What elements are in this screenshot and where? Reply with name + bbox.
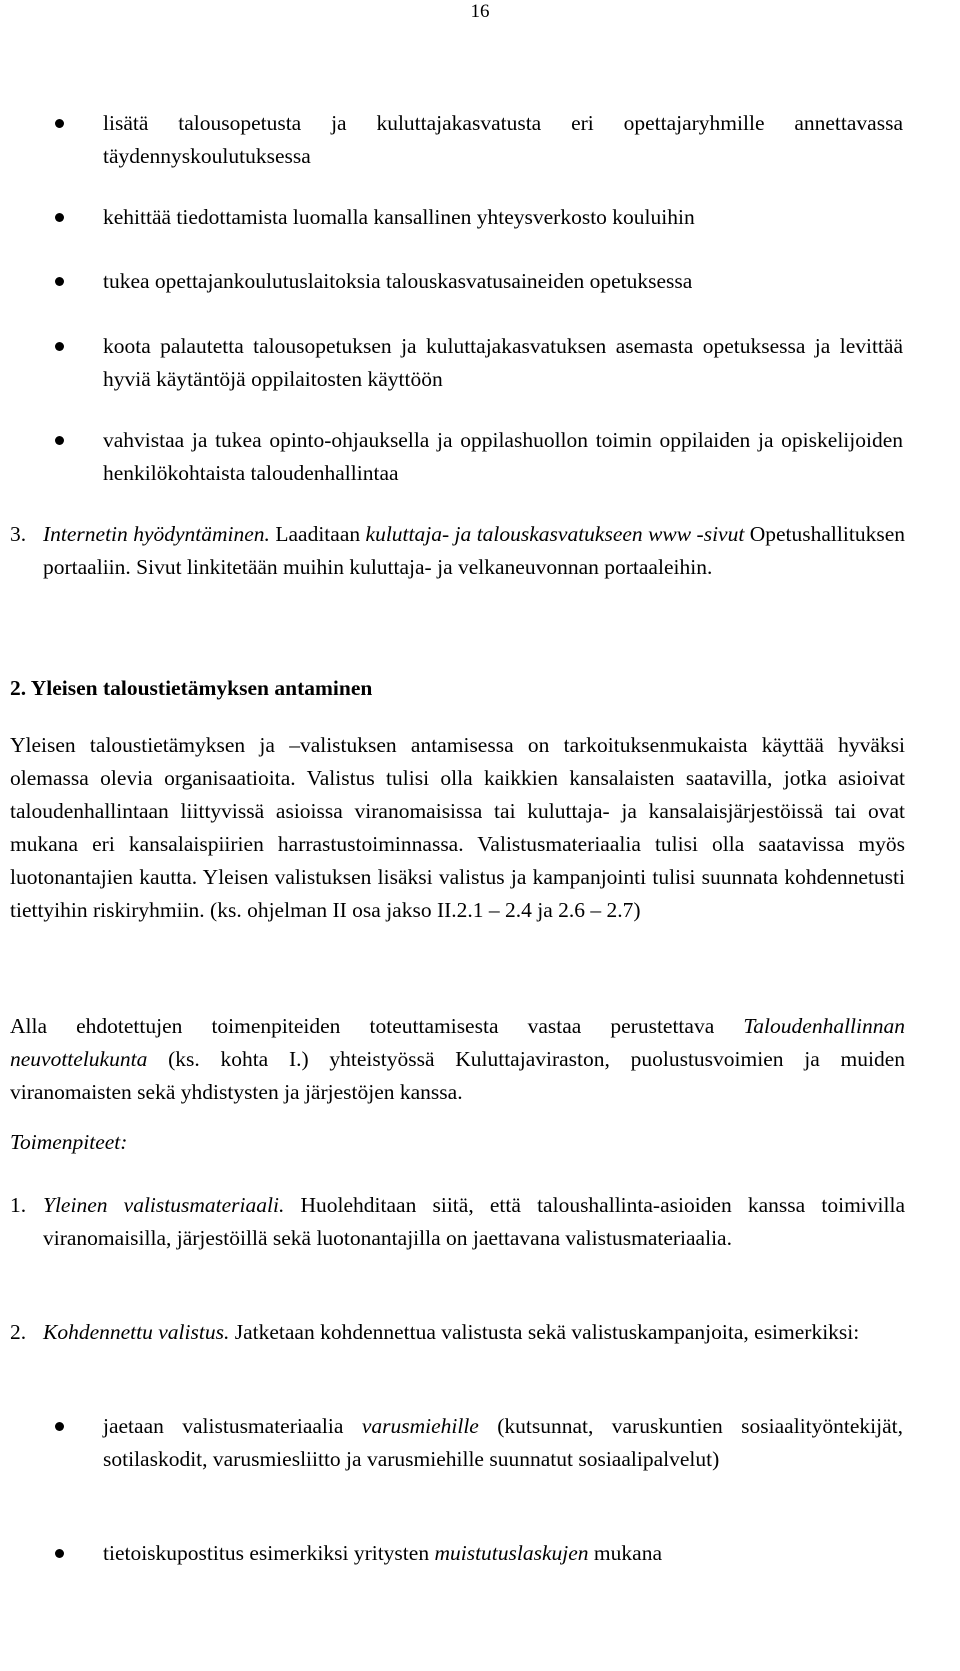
bullet-icon (55, 119, 64, 128)
item-text-part: Opetushallituksen portaaliin. Sivut linkitetään muihin kuluttaja- ja velkaneuvonnan portaaleihin. (43, 522, 905, 579)
list-item-text-part: mukana (588, 1541, 662, 1565)
list-item (55, 424, 905, 490)
item-number: 2. (10, 1320, 27, 1344)
item-text-part: Laaditaan (269, 522, 366, 546)
item-title: Internetin hyödyntäminen. (43, 522, 270, 546)
list-item-text: lisätä talousopetusta ja kuluttajakasvatusta eri opettajaryhmille annettavassa täydennyskoulutuksessa (103, 111, 903, 168)
list-item-text: vahvistaa ja tukea opinto-ohjauksella ja oppilashuollon toimin oppilaiden ja opiskelijoiden henkilökohtaista taloudenhallintaa (103, 428, 903, 485)
list-item-text-part: tietoiskupostitus esimerkiksi yritysten (103, 1541, 435, 1565)
paragraph-text: (ks. kohta I.) yhteistyössä Kuluttajaviraston, puolustusvoimien ja muiden viranomaisten sekä yhdistysten ja järjestöjen kanssa. (10, 1047, 905, 1104)
list-item (55, 107, 905, 173)
list-item-emphasis: muistutuslaskujen (434, 1541, 589, 1565)
numbered-item (10, 1316, 905, 1382)
subheading (10, 1126, 905, 1159)
paragraph-text: Alla ehdotettujen toimenpiteiden toteuttamisesta vastaa perustettava (10, 1014, 744, 1038)
section-heading: 2. Yleisen taloustietämyksen antaminen (10, 676, 373, 700)
list-item (55, 1537, 905, 1570)
bullet-icon (55, 1549, 64, 1558)
list-item-text: koota palautetta talousopetuksen ja kuluttajakasvatuksen asemasta opetuksessa ja levittää hyviä käytäntöjä oppilaitosten käyttöön (103, 334, 903, 391)
item-text-part: Jatketaan kohdennettua valistusta sekä valistuskampanjoita, esimerkiksi: (229, 1320, 860, 1344)
item-number: 1. (10, 1193, 27, 1217)
paragraph-emphasis: Taloudenhallinnan neuvottelukunta (10, 1014, 905, 1071)
item-text (43, 518, 905, 584)
item-emphasis: kuluttaja- ja talouskasvatukseen www -sivut (365, 522, 745, 546)
numbered-item (10, 518, 905, 617)
list-item-text (103, 1410, 903, 1476)
bullet-icon (55, 277, 64, 286)
list-item-emphasis: varusmiehille (361, 1414, 479, 1438)
page-number: 16 (470, 1, 490, 22)
list-item-text: kehittää tiedottamista luomalla kansallinen yhteysverkosto kouluihin (103, 205, 695, 229)
list-item (55, 330, 905, 396)
item-text-part: Huolehditaan siitä, että taloushallinta-asioiden kanssa toimivilla viranomaisilla, järjestöillä sekä luotonantajilla on jaettavana valistusmateriaalia. (43, 1193, 905, 1250)
item-text (43, 1316, 905, 1349)
list-item-text (103, 1537, 903, 1570)
paragraph (10, 1010, 905, 1109)
item-title: Kohdennettu valistus. (43, 1320, 230, 1344)
bullet-icon (55, 436, 64, 445)
list-item-text-part: jaetaan valistusmateriaalia (103, 1414, 362, 1438)
list-item-text-part: (kutsunnat, varuskuntien sosiaalityöntekijät, sotilaskodit, varusmiesliitto ja varusmiehille suunnatut sosiaalipalvelut) (103, 1414, 903, 1471)
list-item-text: tukea opettajankoulutuslaitoksia talouskasvatusaineiden opetuksessa (103, 269, 693, 293)
bullet-icon (55, 342, 64, 351)
numbered-item (10, 1189, 905, 1288)
list-item (55, 201, 905, 234)
paragraph: Yleisen taloustietämyksen ja –valistuksen antamisessa on tarkoituksenmukaista käyttää hyväksi olemassa olevia organisaatioita. Valistus tulisi olla kaikkien kansalaisten saatavilla, jotka asioivat taloudenhallintaan liittyvissä asioissa viranomaisissa tai kuluttaja- ja kansalaisjärjestöissä tai ovat mukana eri kansalaispiirien harrastustoiminnassa. Valistusmateriaalia tulisi olla saatavissa myös luotonantajien kautta. Yleisen valistuksen lisäksi valistus ja kampanjointi tulisi suunnata kohdennetusti tiettyihin riskiryhmiin. (ks. ohjelman II osa jakso II.2.1 – 2.4 ja 2.6 – 2.7) (10, 733, 905, 922)
subheading-label: Toimenpiteet: (10, 1130, 128, 1154)
bullet-icon (55, 213, 64, 222)
bullet-icon (55, 1422, 64, 1431)
list-item (55, 265, 905, 298)
list-item (55, 1410, 905, 1509)
item-number: 3. (10, 522, 27, 546)
item-text (43, 1189, 905, 1255)
item-title: Yleinen valistusmateriaali. (43, 1193, 285, 1217)
